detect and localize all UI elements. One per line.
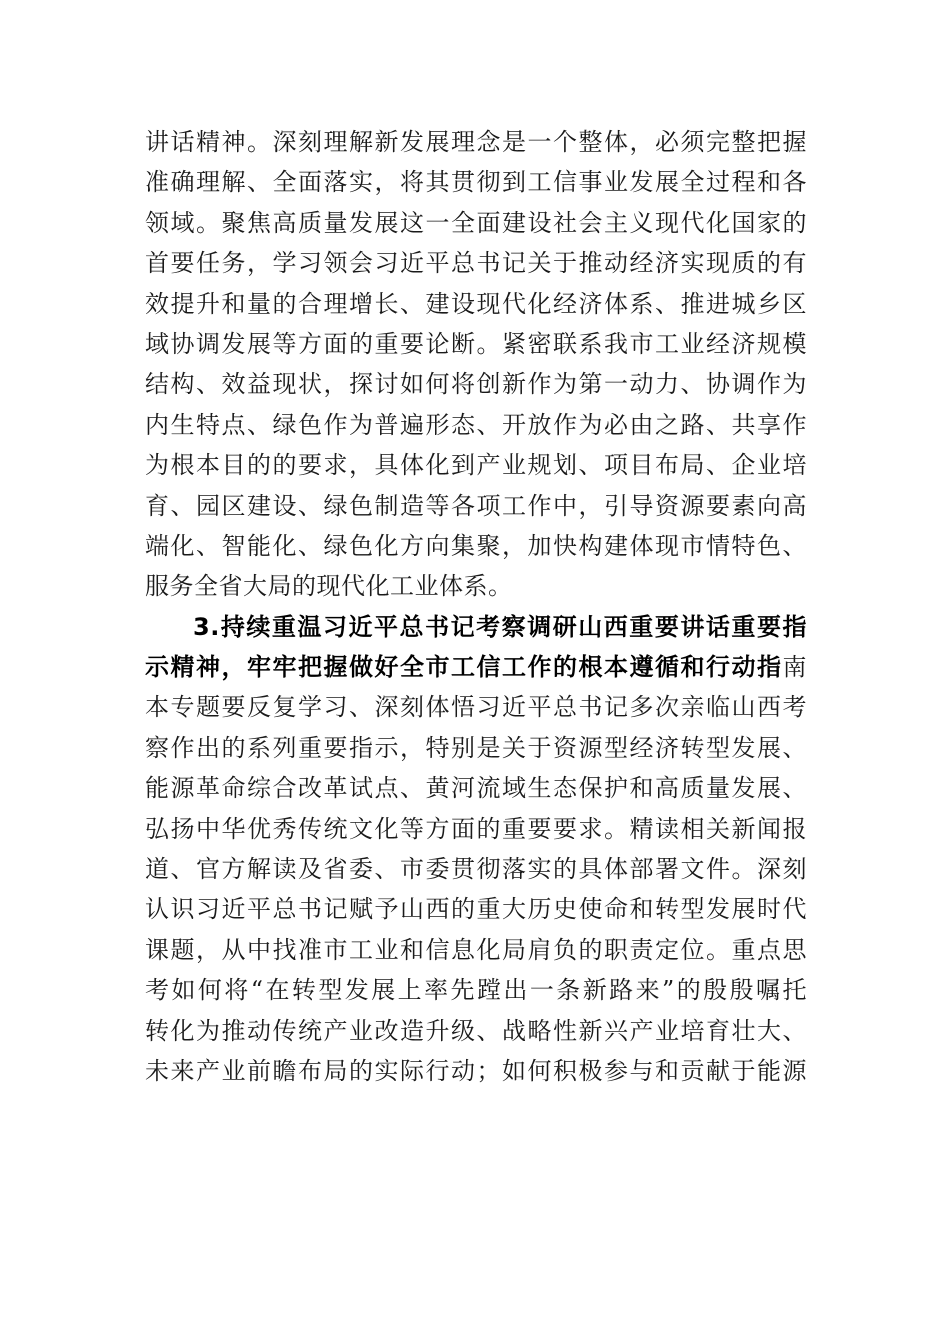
text-line: 领域。聚焦高质量发展这一全面建设社会主义现代化国家的 <box>145 208 807 237</box>
text-line: 服务全省大局的现代化工业体系。 <box>145 572 513 601</box>
text-line: 效提升和量的合理增长、建设现代化经济体系、推进城乡区 <box>145 289 807 318</box>
text-line: 课题，从中找准市工业和信息化局肩负的职责定位。重点思 <box>145 935 807 964</box>
section-3 <box>145 607 807 1092</box>
text-line: 认识习近平总书记赋予山西的重大历史使命和转型发展时代 <box>145 895 807 924</box>
section-heading-bold: 示精神，牢牢把握做好全市工信工作的根本遵循和行动指 <box>145 653 783 682</box>
text-line: 准确理解、全面落实，将其贯彻到工信事业发展全过程和各 <box>145 168 807 197</box>
text-line: 为根本目的的要求，具体化到产业规划、项目布局、企业培 <box>145 451 807 480</box>
text-line: 内生特点、绿色作为普遍形态、开放作为必由之路、共享作 <box>145 410 807 439</box>
text-line: 弘扬中华优秀传统文化等方面的重要要求。精读相关新闻报 <box>145 814 807 843</box>
text-line: 讲话精神。深刻理解新发展理念是一个整体，必须完整把握 <box>145 128 807 156</box>
text-line: 育、园区建设、绿色制造等各项工作中，引导资源要素向高 <box>145 491 807 520</box>
section-heading-tail: 南 <box>782 653 807 682</box>
text-line: 首要任务，学习领会习近平总书记关于推动经济实现质的有 <box>145 249 807 278</box>
text-line: 考如何将“在转型发展上率先蹚出一条新路来”的殷殷嘱托 <box>145 976 807 1005</box>
text-line: 能源革命综合改革试点、黄河流域生态保护和高质量发展、 <box>145 774 807 803</box>
text-line: 未来产业前瞻布局的实际行动；如何积极参与和贡献于能源 <box>145 1056 807 1085</box>
paragraph <box>145 122 807 607</box>
text-line: 察作出的系列重要指示，特别是关于资源型经济转型发展、 <box>145 733 807 762</box>
text-line: 道、官方解读及省委、市委贯彻落实的具体部署文件。深刻 <box>145 855 807 884</box>
text-line: 本专题要反复学习、深刻体悟习近平总书记多次亲临山西考 <box>145 693 807 722</box>
section-heading-continued <box>145 647 807 687</box>
text-line: 结构、效益现状，探讨如何将创新作为第一动力、协调作为 <box>145 370 807 399</box>
text-line: 端化、智能化、绿色化方向集聚，加快构建体现市情特色、 <box>145 531 807 560</box>
document-body <box>145 122 807 1091</box>
text-line: 转化为推动传统产业改造升级、战略性新兴产业培育壮大、 <box>145 1016 807 1045</box>
section-heading: 3.持续重温习近平总书记考察调研山西重要讲话重要指 <box>193 612 807 641</box>
text-line: 域协调发展等方面的重要论断。紧密联系我市工业经济规模 <box>145 329 807 358</box>
